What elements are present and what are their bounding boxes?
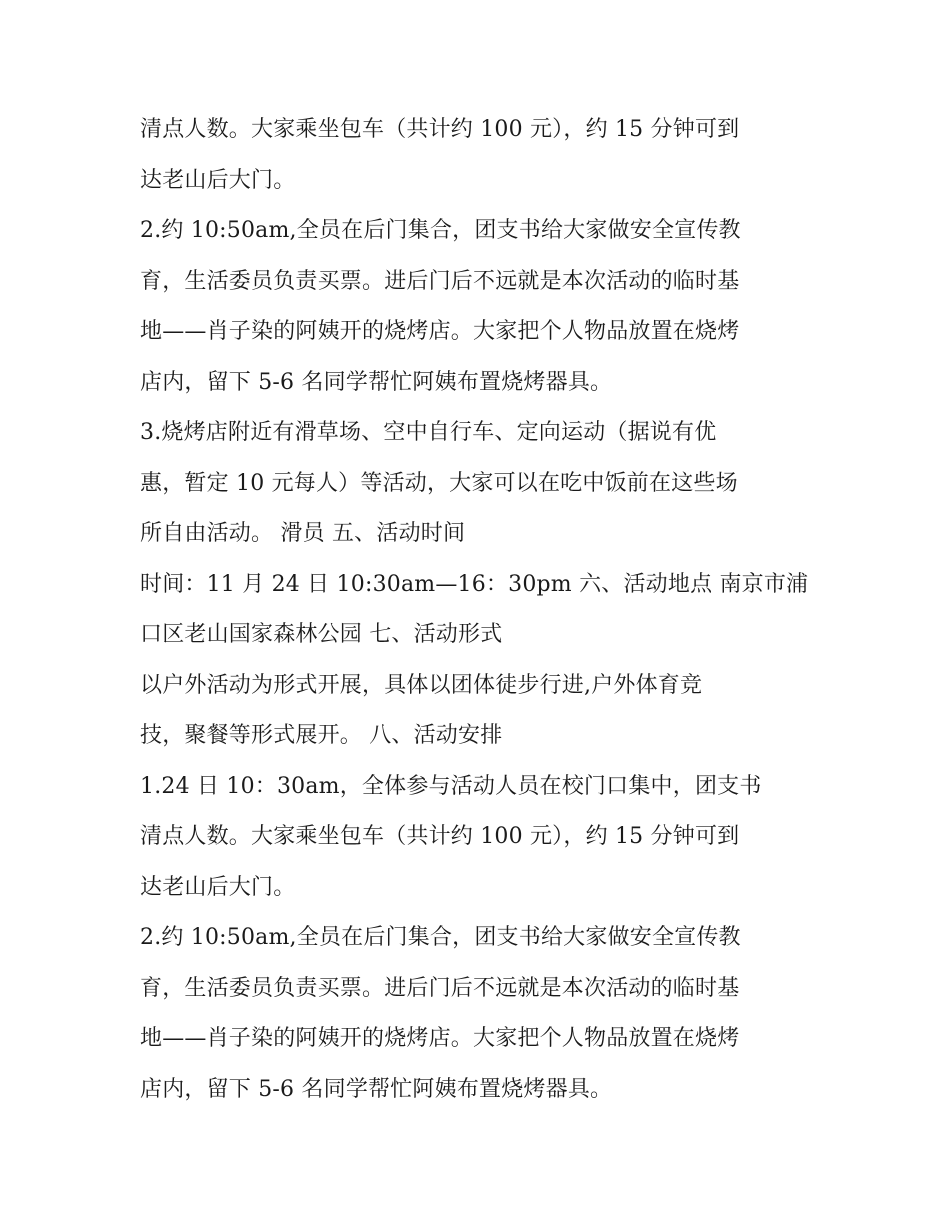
text-line: 店内，留下 5-6 名同学帮忙阿姨布置烧烤器具。 xyxy=(140,1076,613,1102)
text-line: 所自由活动。 滑员 五、活动时间 xyxy=(140,521,466,546)
document-body xyxy=(140,105,840,1115)
text-line: 育，生活委员负责买票。进后门后不远就是本次活动的临时基 xyxy=(140,975,740,1001)
text-line: 2.约 10:50am,全员在后门集合，团支书给大家做安全宣传教 xyxy=(140,925,741,950)
text-line: 2.约 10:50am,全员在后门集合，团支书给大家做安全宣传教 xyxy=(140,218,741,243)
text-line: 清点人数。大家乘坐包车（共计约 100 元），约 15 分钟可到 xyxy=(140,117,740,142)
text-line: 3.烧烤店附近有滑草场、空中自行车、定向运动（据说有优 xyxy=(140,420,717,445)
text-line: 以户外活动为形式开展，具体以团体徒步行进,户外体育竞 xyxy=(140,672,703,698)
text-line: 育，生活委员负责买票。进后门后不远就是本次活动的临时基 xyxy=(140,268,740,294)
text-line: 时间：11 月 24 日 10:30am—16：30pm 六、活动地点 南京市浦 xyxy=(140,571,809,597)
text-line: 达老山后大门。 xyxy=(140,874,296,900)
text-line: 达老山后大门。 xyxy=(140,167,296,193)
text-line: 惠，暂定 10 元每人）等活动，大家可以在吃中饭前在这些场 xyxy=(140,470,738,496)
text-line: 店内，留下 5-6 名同学帮忙阿姨布置烧烤器具。 xyxy=(140,369,613,395)
text-line: 地——肖子染的阿姨开的烧烤店。大家把个人物品放置在烧烤 xyxy=(140,1026,740,1051)
text-line: 技，聚餐等形式展开。 八、活动安排 xyxy=(140,723,503,748)
text-line: 地——肖子染的阿姨开的烧烤店。大家把个人物品放置在烧烤 xyxy=(140,319,740,344)
text-line: 1.24 日 10：30am，全体参与活动人员在校门口集中，团支书 xyxy=(140,773,762,799)
text-line: 口区老山国家森林公园 七、活动形式 xyxy=(140,622,503,647)
text-line: 清点人数。大家乘坐包车（共计约 100 元），约 15 分钟可到 xyxy=(140,824,740,849)
